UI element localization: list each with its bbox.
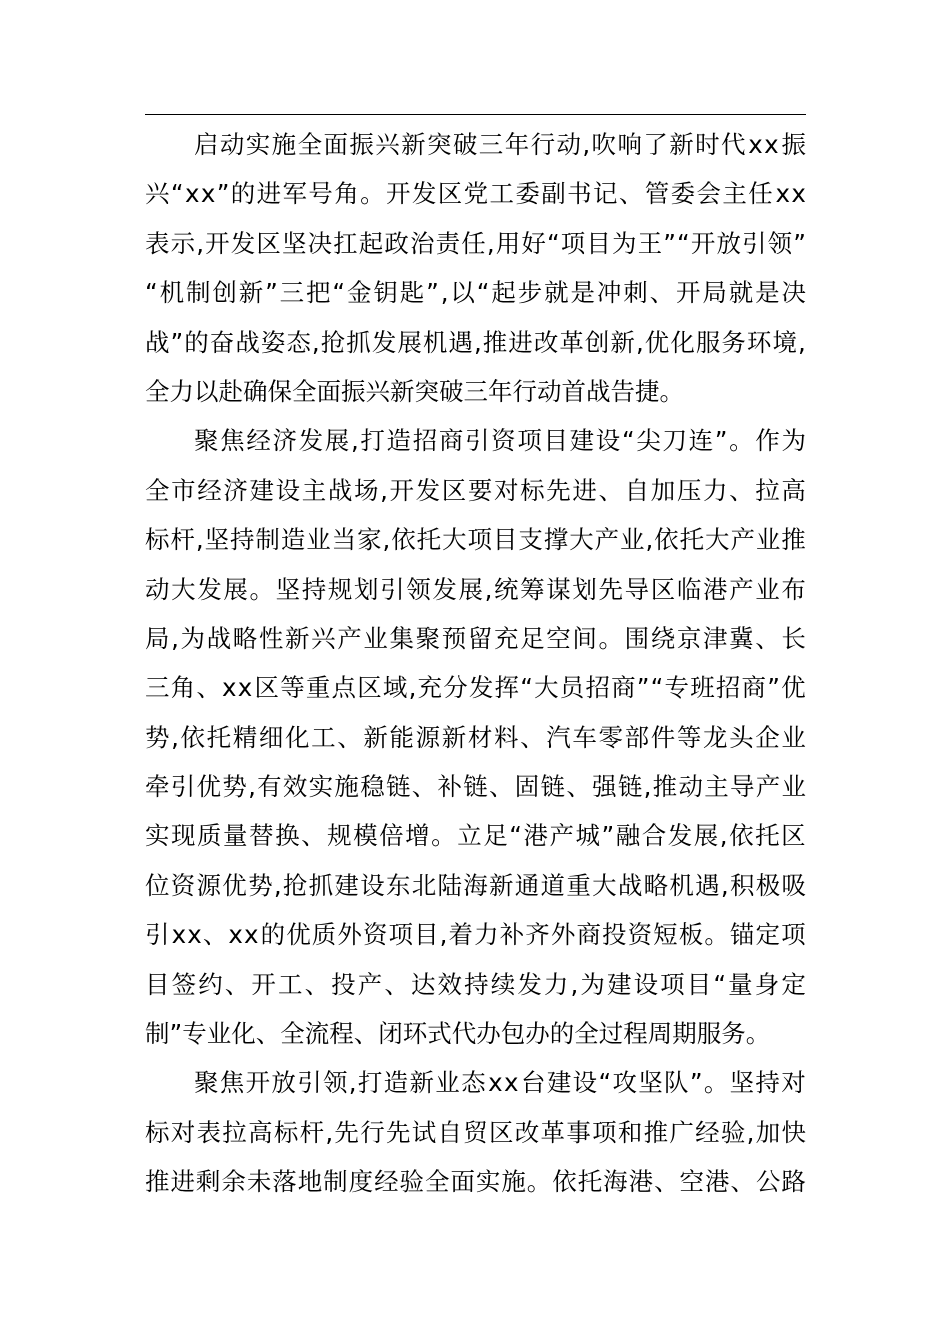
text-line: 全 市 经 济 建 设 主 战 场 , 开 发 区 要 对 标 先 进 、 自 加 压 力 、 拉 高 bbox=[145, 475, 806, 505]
text-line: 聚 焦 开 放 引 领 , 打 造 新 业 态 x x 台 建 设 “ 攻 坚 队 ” 。 坚 持 对 bbox=[194, 1068, 806, 1098]
text-line: 启 动 实 施 全 面 振 兴 新 突 破 三 年 行 动 , 吹 响 了 新 时 代 x x 振 bbox=[194, 130, 806, 159]
text-line: 三 角 、 x x 区 等 重 点 区 域 , 充 分 发 挥 “ 大 员 招 商 ” “ 专 班 招 商 ” 优 bbox=[145, 673, 806, 703]
text-line: 推 进 剩 余 未 落 地 制 度 经 验 全 面 实 施 。 依 托 海 港 、 空 港 、 公 路 bbox=[145, 1167, 806, 1197]
text-line: 聚 焦 经 济 发 展 , 打 造 招 商 引 资 项 目 建 设 “ 尖 刀 连 ” 。 作 为 bbox=[194, 426, 806, 456]
text-line: 全力以赴确保全面振兴新突破三年行动首战告捷。 bbox=[145, 376, 684, 406]
text-line: 标 对 表 拉 高 标 杆 , 先 行 先 试 自 贸 区 改 革 事 项 和 推 广 经 验 , 加 快 bbox=[145, 1117, 806, 1147]
paragraph bbox=[145, 120, 806, 416]
text-line: “ 机 制 创 新 ” 三 把 “ 金 钥 匙 ” , 以 “ 起 步 就 是 冲 刺 、 开 局 就 是 决 bbox=[145, 278, 806, 308]
text-line: 战 ” 的 奋 战 姿 态 , 抢 抓 发 展 机 遇 , 推 进 改 革 创 新 , 优 化 服 务 环 境 , bbox=[145, 327, 806, 357]
text-line: 目 签 约 、 开 工 、 投 产 、 达 效 持 续 发 力 , 为 建 设 项 目 “ 量 身 定 bbox=[145, 969, 806, 999]
text-line: 实 现 质 量 替 换 、 规 模 倍 增 。 立 足 “ 港 产 城 ” 融 合 发 展 , 依 托 区 bbox=[145, 821, 806, 851]
document-body bbox=[145, 120, 806, 1207]
text-line: 动 大 发 展 。 坚 持 规 划 引 领 发 展 , 统 筹 谋 划 先 导 区 临 港 产 业 布 bbox=[145, 574, 806, 604]
text-line: 局 , 为 战 略 性 新 兴 产 业 集 聚 预 留 充 足 空 间 。 围 绕 京 津 冀 、 长 bbox=[145, 623, 806, 653]
text-line: 位 资 源 优 势 , 抢 抓 建 设 东 北 陆 海 新 通 道 重 大 战 略 机 遇 , 积 极 吸 bbox=[145, 870, 806, 900]
text-line: 势 , 依 托 精 细 化 工 、 新 能 源 新 材 料 、 汽 车 零 部 件 等 龙 头 企 业 bbox=[145, 722, 806, 752]
text-line: 引 x x 、 x x 的 优 质 外 资 项 目 , 着 力 补 齐 外 商 投 资 短 板 。 锚 定 项 bbox=[145, 920, 806, 950]
text-line: 表 示 , 开 发 区 坚 决 扛 起 政 治 责 任 , 用 好 “ 项 目 为 王 ” “ 开 放 引 领 ” bbox=[145, 228, 806, 258]
text-line: 牵 引 优 势 , 有 效 实 施 稳 链 、 补 链 、 固 链 、 强 链 , 推 动 主 导 产 业 bbox=[145, 772, 806, 802]
text-line: 标 杆 , 坚 持 制 造 业 当 家 , 依 托 大 项 目 支 撑 大 产 业 , 依 托 大 产 业 推 bbox=[145, 525, 806, 555]
header-rule bbox=[145, 114, 806, 115]
paragraph bbox=[145, 416, 806, 1058]
paragraph bbox=[145, 1058, 806, 1206]
text-line: 制”专业化、全流程、闭环式代办包办的全过程周期服务。 bbox=[145, 1019, 771, 1049]
text-line: 兴 “ x x ” 的 进 军 号 角 。 开 发 区 党 工 委 副 书 记 、 管 委 会 主 任 x x bbox=[145, 179, 806, 209]
